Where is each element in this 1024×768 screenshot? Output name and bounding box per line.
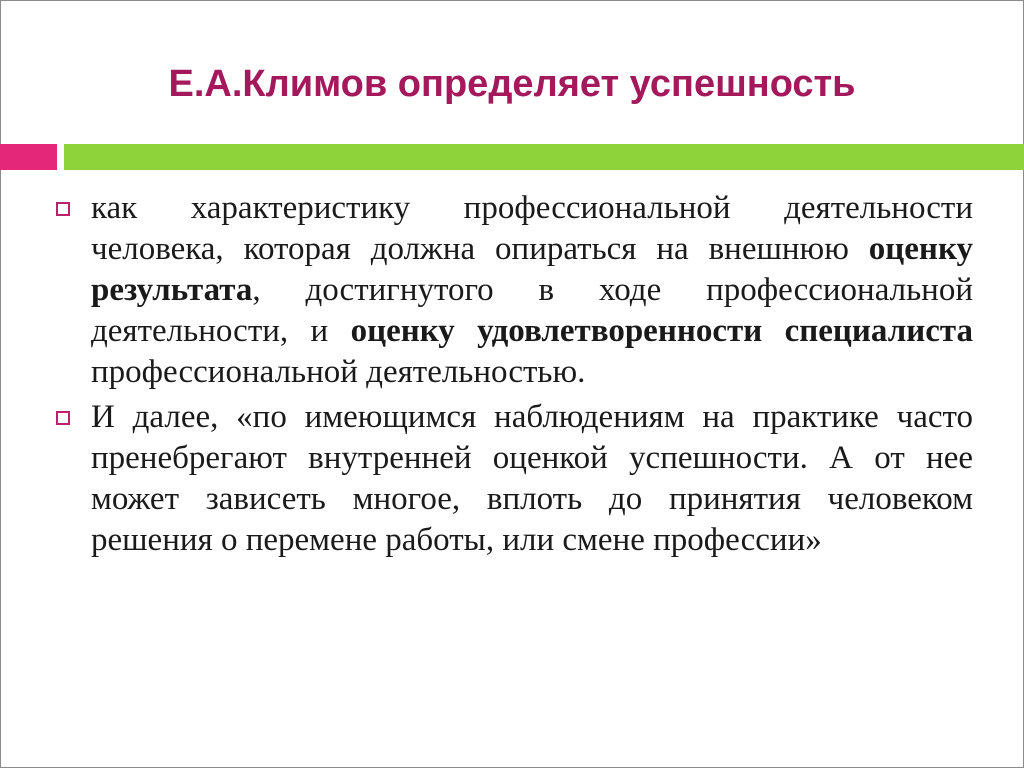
bullet-1-bold-a: оценку результата [91, 231, 973, 308]
bullet-list [55, 188, 973, 565]
accent-bar-pink [0, 144, 57, 170]
bullet-2-text: И далее, «по имеющимся наблюдениям на практике часто пренебрегают внутренней оценкой успешности. А от нее может зависеть многое, вплоть до принятия человеком решения о перемене работы, или смене профессии» [91, 399, 973, 558]
bullet-1-text-c: профессиональной деятельностью. [91, 354, 586, 390]
accent-bar-green [64, 144, 1024, 170]
square-bullet-icon [56, 411, 70, 425]
bullet-1-text-b: , достигнутого в ходе профессиональной деятельности, и [91, 272, 973, 349]
square-bullet-icon [56, 202, 70, 216]
bullet-1-bold-b: оценку удовлетворенности специалиста [350, 313, 973, 349]
bullet-item-2 [55, 397, 973, 561]
slide-title: Е.А.Климов определяет успешность [168, 63, 856, 105]
bullet-1-text-a: как характеристику профессиональной деятельности человека, которая должна опираться на внешнюю [91, 190, 973, 267]
bullet-item-1 [55, 188, 973, 393]
